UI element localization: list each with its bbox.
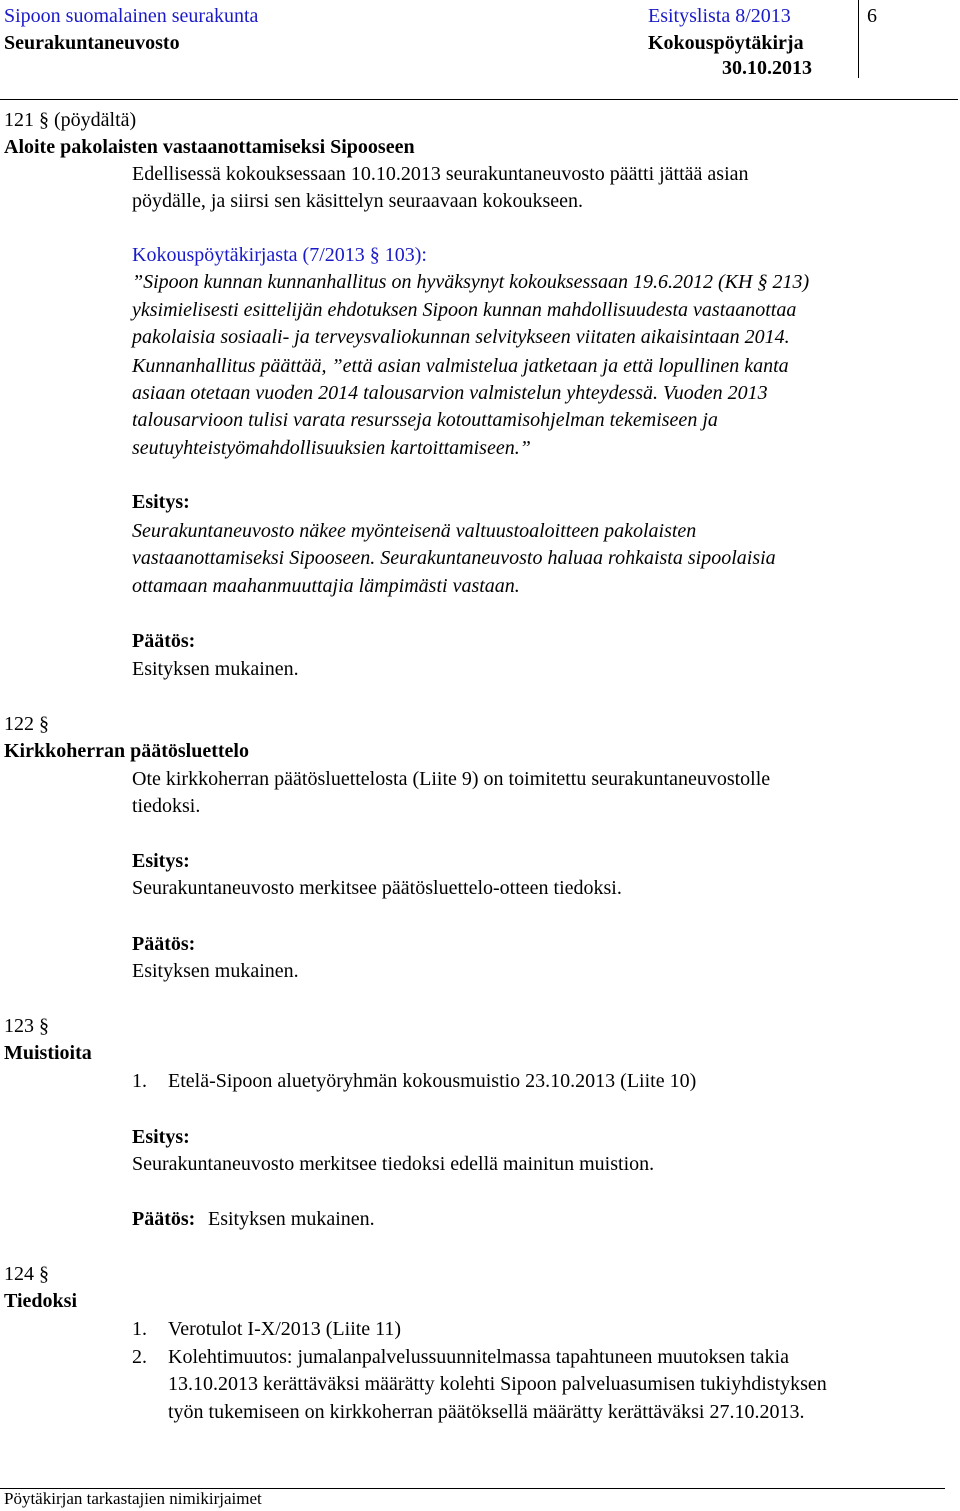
- section-124-heading: 124 §: [4, 1263, 49, 1285]
- section-121-reference: Kokouspöytäkirjasta (7/2013 § 103):: [132, 244, 427, 266]
- section-123-paatos-label: Päätös:: [132, 1208, 196, 1230]
- section-122-esitys-label: Esitys:: [132, 850, 190, 872]
- header-divider-vertical: [858, 0, 859, 78]
- header-doc-type: Kokouspöytäkirja: [648, 32, 804, 54]
- header-body-name: Seurakuntaneuvosto: [4, 32, 180, 54]
- section-123-item-number: 1.: [132, 1070, 147, 1092]
- section-122-paatos-label: Päätös:: [132, 933, 196, 955]
- section-121-quote-5: asiaan otetaan vuoden 2014 talousarvion valmistelun yhteydessä. Vuoden 2013: [132, 382, 768, 404]
- section-123-esitys-label: Esitys:: [132, 1126, 190, 1148]
- header-date: 30.10.2013: [722, 57, 812, 79]
- section-124-item-2-line-2: 13.10.2013 kerättäväksi määrätty kolehti Sipoon palveluasumisen tukiyhdistyksen: [168, 1373, 827, 1395]
- section-122-heading: 122 §: [4, 713, 49, 735]
- page-number: 6: [867, 5, 877, 27]
- section-121-esitys-3: ottamaan maahanmuuttajia lämpimästi vastaan.: [132, 575, 520, 597]
- header-list-number: Esityslista 8/2013: [648, 5, 791, 27]
- section-121-quote-6: talousarvioon tulisi varata resursseja kotouttamisohjelman tekemiseen ja: [132, 409, 718, 431]
- section-123-esitys: Seurakuntaneuvosto merkitsee tiedoksi edellä mainitun muistion.: [132, 1153, 655, 1175]
- section-121-intro-2: pöydälle, ja siirsi sen käsittelyn seuraavaan kokoukseen.: [132, 190, 583, 212]
- section-124-item-1: Verotulot I-X/2013 (Liite 11): [168, 1318, 402, 1340]
- section-121-quote-1: ”Sipoon kunnan kunnanhallitus on hyväksynyt kokouksessaan 19.6.2012 (KH § 213): [132, 271, 810, 293]
- section-121-esitys-1: Seurakuntaneuvosto näkee myönteisenä valtuustoaloitteen pakolaisten: [132, 520, 697, 542]
- section-124-item-2-line-3: työn tukemiseen on kirkkoherran päätöksellä määrätty kerättäväksi 27.10.2013.: [168, 1401, 805, 1423]
- section-121-quote-3: pakolaisia sosiaali- ja terveysvaliokunnan selvitykseen viitaten aikaisintaan 2014.: [132, 326, 790, 348]
- section-122-title: Kirkkoherran päätösluettelo: [4, 740, 249, 762]
- section-121-title: Aloite pakolaisten vastaanottamiseksi Sipooseen: [4, 136, 415, 158]
- section-121-paatos-label: Päätös:: [132, 630, 196, 652]
- section-124-item-1-number: 1.: [132, 1318, 147, 1340]
- footer-label: Pöytäkirjan tarkastajien nimikirjaimet: [4, 1489, 262, 1508]
- section-121-esitys-label: Esitys:: [132, 491, 190, 513]
- section-123-paatos: Esityksen mukainen.: [208, 1208, 375, 1230]
- section-124-item-2-number: 2.: [132, 1346, 147, 1368]
- section-124-item-2-line-1: Kolehtimuutos: jumalanpalvelussuunnitelmassa tapahtuneen muutoksen takia: [168, 1346, 789, 1368]
- section-121-paatos: Esityksen mukainen.: [132, 658, 299, 680]
- section-122-text-1: Ote kirkkoherran päätösluettelosta (Liite 9) on toimitettu seurakuntaneuvostolle: [132, 768, 771, 790]
- header-rule: [0, 99, 958, 100]
- section-121-quote-4: Kunnanhallitus päättää, ”että asian valmistelua jatketaan ja että lopullinen kanta: [132, 355, 789, 377]
- section-121-heading: 121 § (pöydältä): [4, 109, 137, 131]
- section-122-esitys: Seurakuntaneuvosto merkitsee päätösluettelo-otteen tiedoksi.: [132, 877, 622, 899]
- section-123-title: Muistioita: [4, 1042, 92, 1064]
- section-122-paatos: Esityksen mukainen.: [132, 960, 299, 982]
- section-121-intro-1: Edellisessä kokouksessaan 10.10.2013 seurakuntaneuvosto päätti jättää asian: [132, 163, 749, 185]
- section-122-text-2: tiedoksi.: [132, 795, 201, 817]
- section-121-quote-2: yksimielisesti esittelijän ehdotuksen Sipoon kunnan mahdollisuudesta vastaanottaa: [132, 299, 797, 321]
- section-123-item: Etelä-Sipoon aluetyöryhmän kokousmuistio 23.10.2013 (Liite 10): [168, 1070, 697, 1092]
- section-121-quote-7: seutuyhteistyömahdollisuuksien kartoittamiseen.”: [132, 437, 531, 459]
- section-121-esitys-2: vastaanottamiseksi Sipooseen. Seurakuntaneuvosto haluaa rohkaista sipoolaisia: [132, 547, 776, 569]
- section-123-heading: 123 §: [4, 1015, 49, 1037]
- section-124-title: Tiedoksi: [4, 1290, 77, 1312]
- header-org: Sipoon suomalainen seurakunta: [4, 5, 259, 27]
